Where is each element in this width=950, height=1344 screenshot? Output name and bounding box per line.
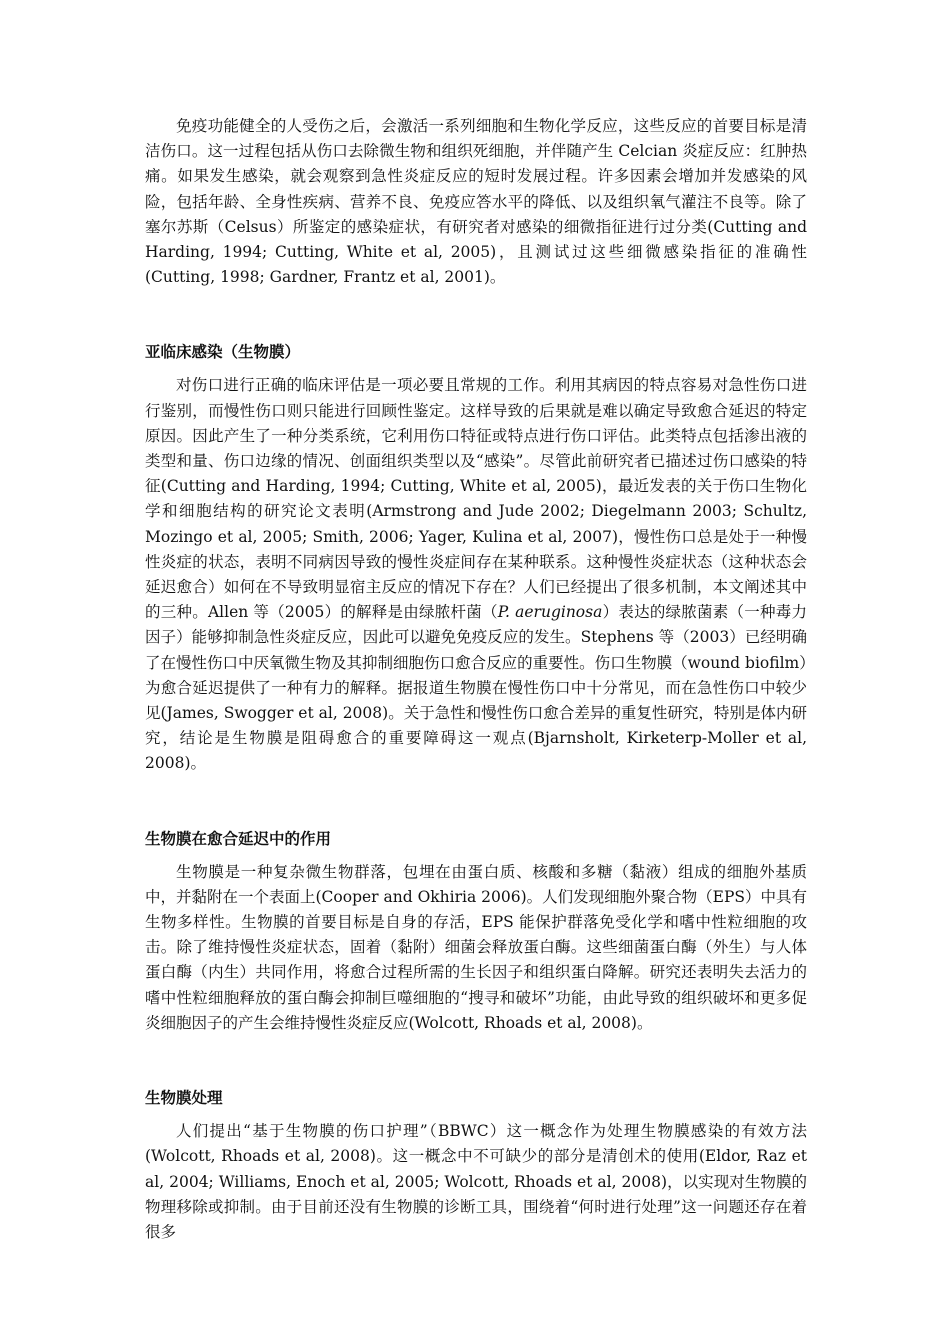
heading-biofilm-role: 生物膜在愈合延迟中的作用	[145, 829, 332, 848]
paragraph-intro-text: 免疫功能健全的人受伤之后，会激活一系列细胞和生物化学反应，这些反应的首要目标是清洁伤口。这一过程包括从伤口去除微生物和组织死细胞，并伴随产生 Celcian 炎症反应：红肿热痛。如果发生感染，就会观察到急性炎症反应的短时发展过程。许多因素会增加并发感染的风险，包括年龄、全身性疾病、营养不良、免疫应答水平的降低、以及组织氧气灌注不良等。除了塞尔苏斯（Celsus）所鉴定的感染症状，有研究者对感染的细微指征进行过分类(Cutting and Harding, 1994; Cutting, White et al, 2005)，且测试过这些细微感染指征的准确性(Cutting, 1998; Gardner, Frantz et al, 2001)。	[145, 117, 807, 287]
section-gap	[145, 290, 807, 340]
paragraph-subclinical-text-a: 对伤口进行正确的临床评估是一项必要且常规的工作。利用其病因的特点容易对急性伤口进行鉴别，而慢性伤口则只能进行回顾性鉴定。这样导致的后果就是难以确定导致愈合延迟的特定原因。因此产生了一种分类系统，它利用伤口特征或特点进行伤口评估。此类特点包括渗出液的类型和量、伤口边缘的情况、创面组织类型以及“感染”。尽管此前研究者已描述过伤口感染的特征(Cutting and Harding, 1994; Cutting, White et al, 2005)，最近发表的关于伤口生物化学和细胞结构的研究论文表明(Armstrong and Jude 2002; Diegelmann 2003; Schultz, Mozingo et al, 2005; Smith, 2006; Yager, Kulina et al, 2007)，慢性伤口总是处于一种慢性炎症的状态，表明不同病因导致的慢性炎症间存在某种联系。这种慢性炎症状态（这种状态会延迟愈合）如何在不导致明显宿主反应的情况下存在？人们已经提出了很多机制，本文阐述其中的三种。Allen 等（2005）的解释是由绿脓杆菌（	[145, 376, 807, 622]
heading-gap	[145, 852, 807, 860]
heading-subclinical-infection: 亚临床感染（生物膜）	[145, 343, 301, 362]
paragraph-intro	[145, 114, 807, 290]
species-name-italic: P. aeruginosa	[497, 603, 603, 622]
paragraph-biofilm-treatment-text: 人们提出“基于生物膜的伤口护理”（BBWC）这一概念作为处理生物膜感染的有效方法(Wolcott, Rhoads et al, 2008)。这一概念中不可缺少的部分是清创术的使用(Eldor, Raz et al, 2004; Williams, Enoch et al, 2005; Wolcott, Rhoads et al, 2008)，以实现对生物膜的物理移除或抑制。由于目前还没有生物膜的诊断工具，围绕着“何时进行处理”这一问题还存在着很多	[145, 1122, 807, 1241]
paragraph-biofilm-treatment	[145, 1119, 807, 1245]
paragraph-biofilm-role	[145, 860, 807, 1036]
heading-gap	[145, 1111, 807, 1119]
paragraph-biofilm-role-text: 生物膜是一种复杂微生物群落，包埋在由蛋白质、核酸和多糖（黏液）组成的细胞外基质中，并黏附在一个表面上(Cooper and Okhiria 2006)。人们发现细胞外聚合物（EPS）中具有生物多样性。生物膜的首要目标是自身的存活，EPS 能保护群落免受化学和嗜中性粒细胞的攻击。除了维持慢性炎症状态，固着（黏附）细菌会释放蛋白酶。这些细菌蛋白酶（外生）与人体蛋白酶（内生）共同作用，将愈合过程所需的生长因子和组织蛋白降解。研究还表明失去活力的嗜中性粒细胞释放的蛋白酶会抑制巨噬细胞的“搜寻和破坏”功能，由此导致的组织破坏和更多促炎细胞因子的产生会维持慢性炎症反应(Wolcott, Rhoads et al, 2008)。	[145, 862, 808, 1032]
paragraph-subclinical-text-b: ）表达的绿脓菌素（一种毒力因子）能够抑制急性炎症反应，因此可以避免免疫反应的发生。Stephens 等（2003）已经明确了在慢性伤口中厌氧微生物及其抑制细胞伤口愈合反应的重要性。伤口生物膜（wound biofilm）为愈合延迟提供了一种有力的解释。据报道生物膜在慢性伤口中十分常见，而在急性伤口中较少见(James, Swogger et al, 2008)。关于急性和慢性伤口愈合差异的重复性研究，特别是体内研究，结论是生物膜是阻碍愈合的重要障碍这一观点(Bjarnsholt, Kirketerp-Moller et al, 2008)。	[145, 603, 807, 773]
paragraph-subclinical	[145, 373, 807, 776]
section-gap	[145, 777, 807, 827]
document-page	[145, 114, 807, 1245]
heading-biofilm-treatment: 生物膜处理	[145, 1089, 223, 1108]
section-gap	[145, 1036, 807, 1086]
heading-gap	[145, 365, 807, 373]
